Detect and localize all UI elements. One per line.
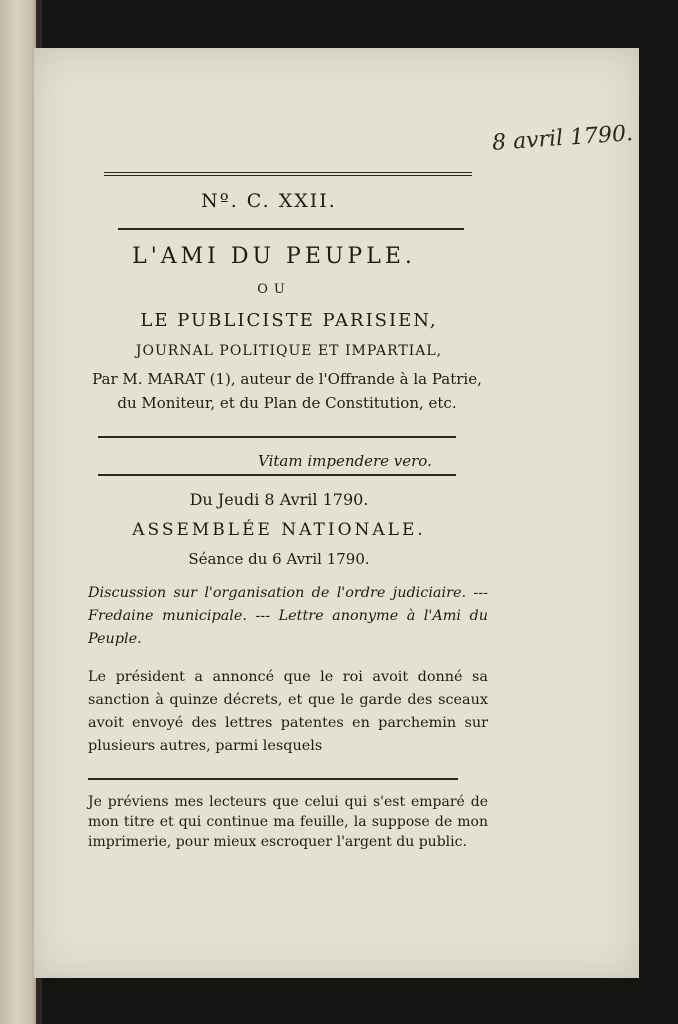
seance-date: Séance du 6 Avril 1790.: [188, 550, 370, 568]
issue-number: Nº. C. XXII.: [201, 190, 337, 212]
top-rule: [104, 172, 472, 176]
issue-rule: [118, 228, 464, 230]
document-page: [34, 48, 639, 978]
title-ou: OU: [257, 282, 291, 297]
motto-rule: [98, 474, 456, 476]
motto: Vitam impendere vero.: [258, 452, 432, 470]
masthead-rule: [98, 436, 456, 438]
footnote: Je préviens mes lecteurs que celui qui s'est emparé de mon titre et qui continue ma feuille, la suppose de mon imprimerie, pour mieux escroquer l'argent du public.: [88, 794, 488, 850]
author-line-2: du Moniteur, et du Plan de Constitution, etc.: [117, 394, 457, 412]
footnote-rule: [88, 778, 458, 780]
newspaper-title: L'AMI DU PEUPLE.: [132, 244, 416, 269]
journal-description: JOURNAL POLITIQUE ET IMPARTIAL,: [135, 343, 443, 359]
newspaper-subtitle: LE PUBLICISTE PARISIEN,: [140, 310, 438, 331]
section-heading: ASSEMBLÉE NATIONALE.: [132, 520, 426, 540]
handwritten-date: 8 avril 1790.: [491, 121, 634, 156]
author-line-1: Par M. MARAT (1), auteur de l'Offrande à la Patrie,: [92, 370, 482, 388]
body-paragraph: Le président a annoncé que le roi avoit donné sa sanction à quinze décrets, et que le garde des sceaux avoit envoyé des lettres patentes en parchemin sur plusieurs autres, parmi lesquels: [88, 669, 488, 754]
summary-paragraph: Discussion sur l'organisation de l'ordre judiciaire. --- Fredaine municipale. --- Lettre anonyme à l'Ami du Peuple.: [88, 585, 488, 647]
issue-date: Du Jeudi 8 Avril 1790.: [189, 490, 369, 509]
